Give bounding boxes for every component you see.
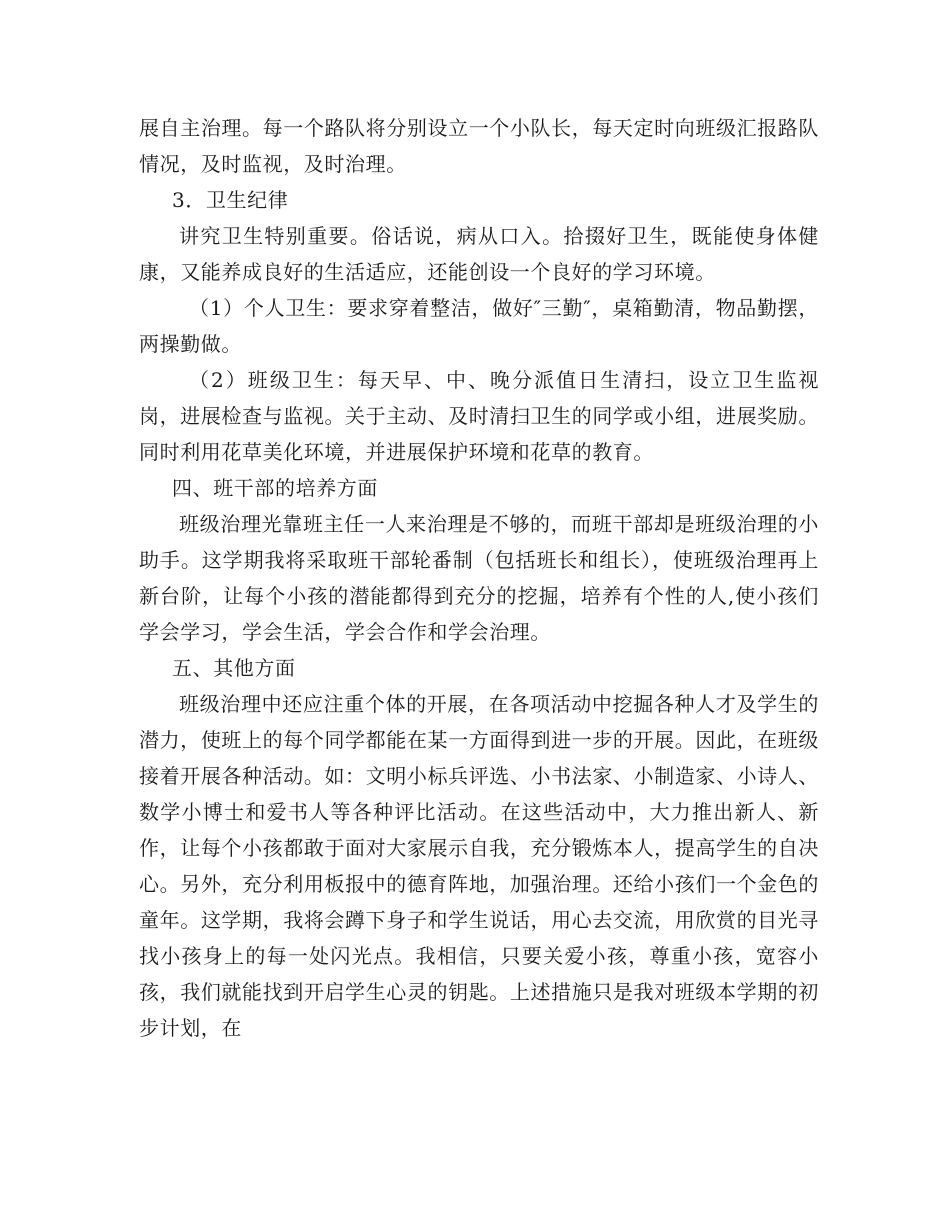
paragraph-class-cadre: 班级治理光靠班主任一人来治理是不够的，而班干部却是班级治理的小助手。这学期我将采取班干部轮番制（包括班长和组长），使班级治理再上新台阶，让每个小孩的潜能都得到充分的挖掘，培养有个性的人,使小孩们学会学习，学会生活，学会合作和学会治理。 <box>139 512 819 644</box>
document-body <box>139 110 819 1046</box>
paragraph-hygiene-intro: 讲究卫生特别重要。俗话说，病从口入。拾掇好卫生，既能使身体健康，又能养成良好的生活适应，还能创设一个良好的学习环境。 <box>139 224 819 284</box>
paragraph-other-aspects: 班级治理中还应注重个体的开展，在各项活动中挖掘各种人才及学生的潜力，使班上的每个同学都能在某一方面得到进一步的开展。因此，在班级接着开展各种活动。如：文明小标兵评选、小书法家、小制造家、小诗人、数学小博士和爱书人等各种评比活动。在这些活动中，大力推出新人、新作，让每个小孩都敢于面对大家展示自我，充分锻炼本人，提高学生的自决心。另外，充分利用板报中的德育阵地，加强治理。还给小孩们一个金色的童年。这学期，我将会蹲下身子和学生说话，用心去交流，用欣赏的目光寻找小孩身上的每一处闪光点。我相信，只要关爱小孩，尊重小孩，宽容小孩，我们就能找到开启学生心灵的钥匙。上述措施只是我对班级本学期的初步计划，在 <box>139 692 819 1040</box>
paragraph-class-hygiene: （2）班级卫生：每天早、中、晚分派值日生清扫，设立卫生监视岗，进展检查与监视。关于主动、及时清扫卫生的同学或小组，进展奖励。同时利用花草美化环境，并进展保护环境和花草的教育。 <box>139 368 819 464</box>
paragraph-road-team: 展自主治理。每一个路队将分别设立一个小队长，每天定时向班级汇报路队情况，及时监视，及时治理。 <box>139 116 819 176</box>
heading-hygiene-discipline: 3．卫生纪律 <box>172 188 289 212</box>
heading-other-aspects: 五、其他方面 <box>172 656 296 680</box>
paragraph-personal-hygiene: （1）个人卫生：要求穿着整洁，做好″三勤″，桌箱勤清，物品勤摆，两操勤做。 <box>139 296 819 356</box>
heading-class-cadre: 四、班干部的培养方面 <box>172 476 378 500</box>
